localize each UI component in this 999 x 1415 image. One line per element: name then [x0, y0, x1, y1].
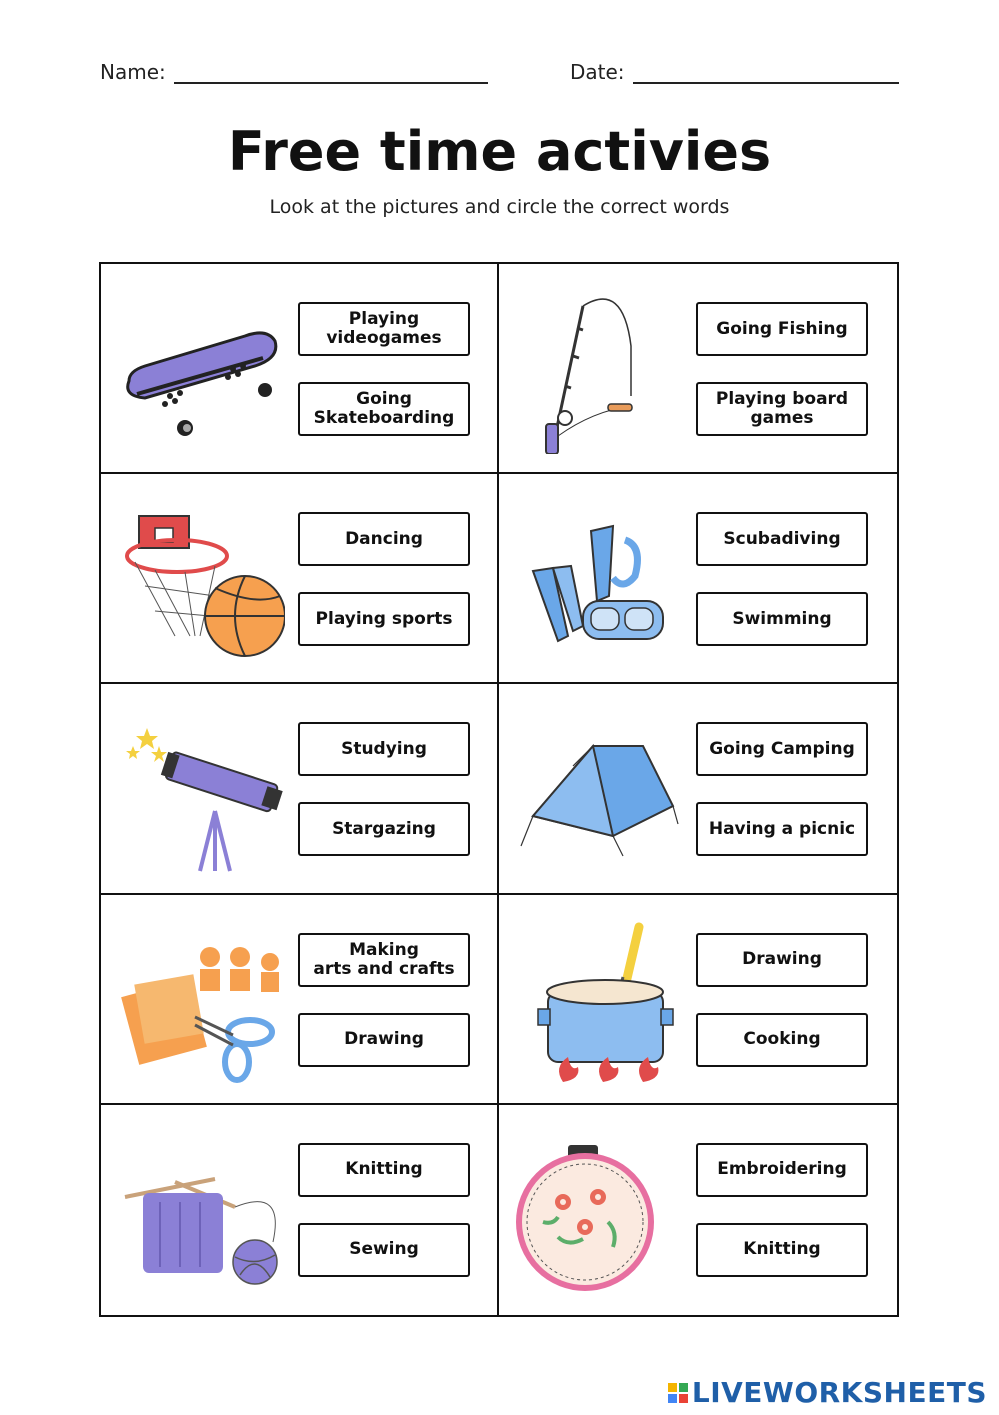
option-button[interactable]: Drawing	[298, 1013, 470, 1067]
activity-cell	[101, 474, 499, 684]
activity-cell	[101, 895, 499, 1105]
option-button[interactable]: Dancing	[298, 512, 470, 566]
option-button[interactable]: Embroidering	[696, 1143, 868, 1197]
flippers-goggles-icon	[513, 496, 683, 664]
option-button[interactable]: Playing sports	[298, 592, 470, 646]
page-title: Free time activies	[227, 120, 772, 183]
option-button[interactable]: Going Skateboarding	[298, 382, 470, 436]
option-button[interactable]: Swimming	[696, 592, 868, 646]
paper-cutouts-scissors-icon	[115, 917, 285, 1085]
activity-grid	[99, 262, 899, 1317]
option-button[interactable]: Scubadiving	[696, 512, 868, 566]
tent-icon	[513, 706, 683, 874]
activity-cell	[499, 474, 897, 684]
option-button[interactable]: Making arts and crafts	[298, 933, 470, 987]
activity-cell	[499, 1105, 897, 1315]
option-button[interactable]: Having a picnic	[696, 802, 868, 856]
option-button[interactable]: Playing videogames	[298, 302, 470, 356]
activity-cell	[499, 684, 897, 894]
embroidery-hoop-icon	[513, 1127, 683, 1295]
name-line[interactable]	[174, 64, 488, 84]
date-field[interactable]	[570, 60, 899, 84]
option-button[interactable]: Drawing	[696, 933, 868, 987]
activity-cell	[101, 1105, 499, 1315]
option-button[interactable]: Cooking	[696, 1013, 868, 1067]
option-button[interactable]: Going Fishing	[696, 302, 868, 356]
basketball-hoop-icon	[115, 496, 285, 664]
name-label: Name:	[100, 60, 166, 84]
activity-cell	[499, 264, 897, 474]
skateboard-icon	[115, 286, 285, 454]
option-button[interactable]: Knitting	[696, 1223, 868, 1277]
cooking-pot-icon	[513, 917, 683, 1085]
activity-cell	[499, 895, 897, 1105]
option-button[interactable]: Stargazing	[298, 802, 470, 856]
brand-icon	[668, 1383, 688, 1403]
option-button[interactable]: Knitting	[298, 1143, 470, 1197]
telescope-icon	[115, 706, 285, 874]
activity-cell	[101, 264, 499, 474]
option-button[interactable]: Sewing	[298, 1223, 470, 1277]
liveworksheets-logo	[668, 1376, 987, 1409]
option-button[interactable]: Going Camping	[696, 722, 868, 776]
instructions: Look at the pictures and circle the correct words	[269, 196, 730, 218]
date-line[interactable]	[633, 64, 899, 84]
brand-text: LIVEWORKSHEETS	[691, 1376, 987, 1409]
activity-cell	[101, 684, 499, 894]
knitting-icon	[115, 1127, 285, 1295]
name-field[interactable]	[100, 60, 488, 84]
option-button[interactable]: Playing board games	[696, 382, 868, 436]
fishing-rod-icon	[513, 286, 683, 454]
date-label: Date:	[570, 60, 625, 84]
option-button[interactable]: Studying	[298, 722, 470, 776]
